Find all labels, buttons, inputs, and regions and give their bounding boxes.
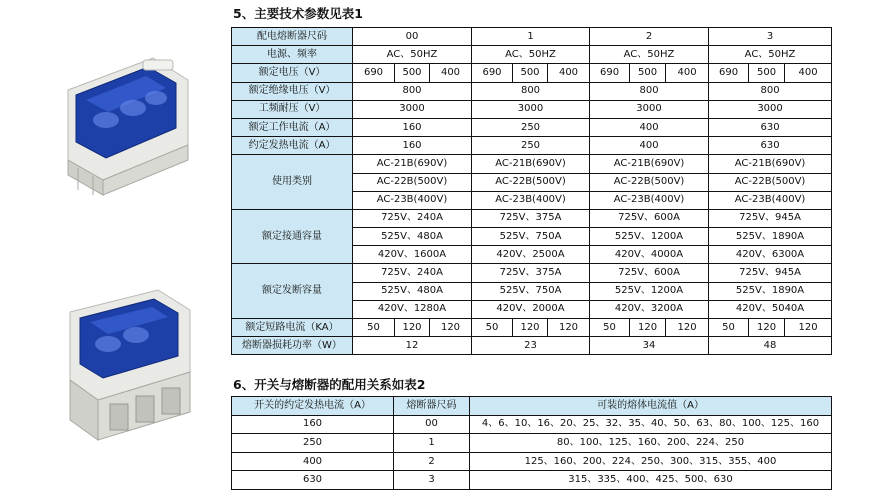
table-cell: 80、100、125、160、200、224、250 [470, 434, 832, 453]
table-cell: 00 [394, 415, 470, 434]
table-cell: 250 [472, 137, 590, 155]
table-cell: AC-23B(400V) [353, 191, 472, 209]
table-cell: 120 [630, 319, 666, 337]
table-cell: 630 [709, 118, 832, 136]
table-row [232, 100, 832, 118]
table-cell: 400 [666, 64, 709, 82]
table-cell: 690 [472, 64, 513, 82]
table-cell: 50 [709, 319, 749, 337]
technical-parameters-table [231, 27, 832, 355]
table-cell: AC、50HZ [472, 46, 590, 64]
row-label: 额定短路电流（KA） [232, 319, 353, 337]
table-cell: 50 [590, 319, 630, 337]
table-cell: 690 [353, 64, 395, 82]
table-row [232, 209, 832, 227]
table-cell: AC-21B(690V) [709, 155, 832, 173]
table-cell: 725V、375A [472, 209, 590, 227]
table-cell: 420V、4000A [590, 246, 709, 264]
table-cell: 120 [430, 319, 472, 337]
table-cell: 315、335、400、425、500、630 [470, 471, 832, 490]
table-cell: 725V、240A [353, 264, 472, 282]
table-row [232, 337, 832, 355]
table-cell: 500 [513, 64, 548, 82]
section-1-title: 5、主要技术参数见表1 [233, 6, 363, 21]
table-cell: 3000 [353, 100, 472, 118]
column-header: 可装的熔体电流值（A） [470, 397, 832, 416]
table-row [232, 155, 832, 173]
table-cell: 23 [472, 337, 590, 355]
table-cell: 120 [666, 319, 709, 337]
table-row [232, 46, 832, 64]
table-cell: 725V、945A [709, 209, 832, 227]
table-cell: 3000 [472, 100, 590, 118]
row-label: 配电熔断器尺码 [232, 28, 353, 46]
size-header: 1 [472, 28, 590, 46]
table-cell: AC-23B(400V) [590, 191, 709, 209]
table-cell: 250 [472, 118, 590, 136]
size-header: 2 [590, 28, 709, 46]
table-cell: 525V、480A [353, 282, 472, 300]
table-row [232, 28, 832, 46]
row-label: 额定接通容量 [232, 209, 353, 264]
row-label: 使用类别 [232, 155, 353, 210]
table-row [232, 471, 832, 490]
row-label: 额定工作电流（A） [232, 118, 353, 136]
size-header: 00 [353, 28, 472, 46]
table-cell: AC-21B(690V) [472, 155, 590, 173]
section-2-title: 6、开关与熔断器的配用关系如表2 [233, 377, 426, 392]
table-cell: 420V、6300A [709, 246, 832, 264]
table-cell: 630 [232, 471, 394, 490]
table-cell: AC、50HZ [590, 46, 709, 64]
table-cell: 400 [785, 64, 832, 82]
size-header: 3 [709, 28, 832, 46]
row-label: 额定电压（V） [232, 64, 353, 82]
table-cell: 12 [353, 337, 472, 355]
row-label: 电源、频率 [232, 46, 353, 64]
table-cell: 525V、1200A [590, 228, 709, 246]
table-cell: 500 [749, 64, 785, 82]
table-cell: 160 [353, 118, 472, 136]
table-cell: AC-22B(500V) [709, 173, 832, 191]
table-cell: 800 [353, 82, 472, 100]
table-cell: 125、160、200、224、250、300、315、355、400 [470, 452, 832, 471]
table-row [232, 434, 832, 453]
table-cell: 3000 [709, 100, 832, 118]
table-cell: 525V、1890A [709, 282, 832, 300]
table-cell: AC-22B(500V) [472, 173, 590, 191]
table-cell: 120 [749, 319, 785, 337]
row-label: 工频耐压（V） [232, 100, 353, 118]
table-cell: 525V、750A [472, 282, 590, 300]
table-cell: 725V、600A [590, 209, 709, 227]
table-cell: 3000 [590, 100, 709, 118]
table-cell: 725V、240A [353, 209, 472, 227]
table-cell: 160 [353, 137, 472, 155]
table-row [232, 64, 832, 82]
table-row [232, 452, 832, 471]
table-cell: 525V、480A [353, 228, 472, 246]
table-cell: AC-21B(690V) [590, 155, 709, 173]
table-cell: 420V、2000A [472, 300, 590, 318]
table-cell: 120 [513, 319, 548, 337]
table-header-row [232, 397, 832, 416]
table-cell: 800 [590, 82, 709, 100]
table-cell: 400 [590, 137, 709, 155]
table-cell: 2 [394, 452, 470, 471]
table-row [232, 264, 832, 282]
table-cell: 630 [709, 137, 832, 155]
table-cell: 690 [590, 64, 630, 82]
column-header: 开关的约定发热电流（A） [232, 397, 394, 416]
table-cell: 420V、1600A [353, 246, 472, 264]
row-label: 约定发热电流（A） [232, 137, 353, 155]
table-cell: 1 [394, 434, 470, 453]
table-cell: 525V、1200A [590, 282, 709, 300]
row-label: 额定发断容量 [232, 264, 353, 319]
table-cell: 50 [472, 319, 513, 337]
row-label: 额定绝缘电压（V） [232, 82, 353, 100]
table-cell: 400 [548, 64, 590, 82]
table-cell: 500 [630, 64, 666, 82]
table-cell: 800 [709, 82, 832, 100]
table-cell: AC-21B(690V) [353, 155, 472, 173]
table-row [232, 118, 832, 136]
table-cell: 48 [709, 337, 832, 355]
table-cell: 120 [785, 319, 832, 337]
switch-fuse-matching-table [231, 396, 832, 490]
table-cell: 525V、750A [472, 228, 590, 246]
fuse-switch-open-icon [48, 50, 198, 200]
table-cell: 725V、375A [472, 264, 590, 282]
table-cell: 250 [232, 434, 394, 453]
table-cell: 120 [548, 319, 590, 337]
table-cell: 120 [395, 319, 430, 337]
row-label: 熔断器损耗功率（W） [232, 337, 353, 355]
table-cell: AC、50HZ [709, 46, 832, 64]
table-cell: 690 [709, 64, 749, 82]
table-cell: 34 [590, 337, 709, 355]
table-cell: AC、50HZ [353, 46, 472, 64]
table-row [232, 415, 832, 434]
table-cell: 800 [472, 82, 590, 100]
table-cell: AC-22B(500V) [590, 173, 709, 191]
table-row [232, 82, 832, 100]
table-cell: 725V、945A [709, 264, 832, 282]
table-cell: 160 [232, 415, 394, 434]
table-cell: 420V、5040A [709, 300, 832, 318]
table-row [232, 137, 832, 155]
table-cell: 725V、600A [590, 264, 709, 282]
table-cell: 420V、1280A [353, 300, 472, 318]
table-cell: AC-22B(500V) [353, 173, 472, 191]
table-cell: AC-23B(400V) [709, 191, 832, 209]
table-cell: 400 [232, 452, 394, 471]
table-cell: 3 [394, 471, 470, 490]
column-header: 熔断器尺码 [394, 397, 470, 416]
table-cell: AC-23B(400V) [472, 191, 590, 209]
table-row [232, 319, 832, 337]
table-cell: 4、6、10、16、20、25、32、35、40、50、63、80、100、125、160 [470, 415, 832, 434]
table-cell: 420V、3200A [590, 300, 709, 318]
table-cell: 400 [430, 64, 472, 82]
table-cell: 500 [395, 64, 430, 82]
table-cell: 400 [590, 118, 709, 136]
fuse-switch-closed-icon [48, 282, 198, 442]
table-cell: 525V、1890A [709, 228, 832, 246]
table-cell: 420V、2500A [472, 246, 590, 264]
table-cell: 50 [353, 319, 395, 337]
